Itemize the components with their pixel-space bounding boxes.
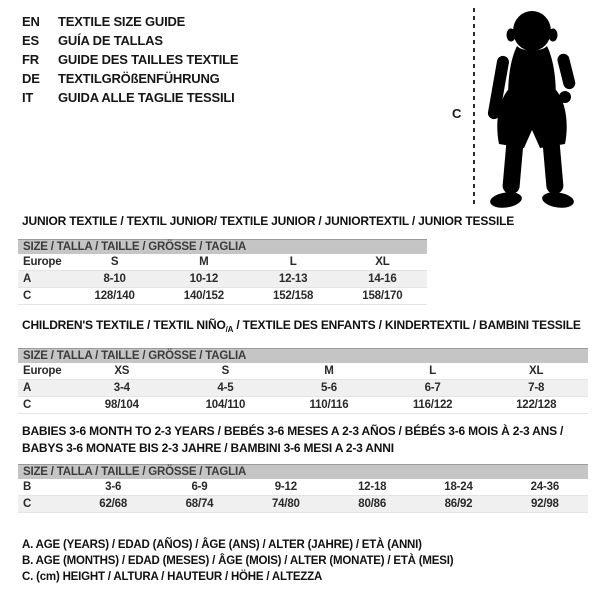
age-value: 12-18 [357, 481, 387, 493]
title-part: / TEXTILE DES ENFANTS / KINDERTEXTIL / BAMBINI TESSILE [233, 318, 581, 332]
row-label: A [23, 273, 32, 285]
height-label-c: C [452, 106, 462, 121]
table-row-europe [18, 363, 588, 380]
height-value: 128/140 [94, 290, 135, 302]
height-value: 110/116 [309, 399, 349, 411]
row-label: A [23, 382, 32, 394]
age-value: 6-9 [191, 481, 208, 493]
size-value: S [110, 256, 119, 268]
height-value: 104/110 [205, 399, 246, 411]
junior-size-table [18, 239, 427, 305]
title-part: CHILDREN'S TEXTILE / TEXTIL NIÑO [22, 318, 226, 332]
row-label: Europe [23, 256, 62, 268]
language-code: EN [22, 14, 40, 29]
childrens-size-table [18, 348, 588, 414]
title-line-1: BABIES 3-6 MONTH TO 2-3 YEARS / BEBÉS 3-6 MESES A 2-3 AÑOS / BÉBÉS 3-6 MOIS À 2-3 ANS / [22, 424, 564, 438]
table-row-age [18, 271, 427, 288]
language-code: FR [22, 52, 39, 67]
table-row-height [18, 288, 427, 305]
height-value: 74/80 [271, 498, 300, 510]
title-line-2: BABYS 3-6 MONATE BIS 2-3 JAHRE / BAMBINI 3-6 MESI A 2-3 ANNI [22, 441, 394, 455]
language-label: GUIDA ALLE TAGLIE TESSILI [58, 90, 235, 105]
age-value: 8-10 [103, 273, 126, 285]
junior-section-title: JUNIOR TEXTILE / TEXTIL JUNIOR/ TEXTILE JUNIOR / JUNIORTEXTIL / JUNIOR TESSILE [22, 214, 515, 228]
height-value: 122/128 [516, 399, 557, 411]
table-row-age [18, 380, 588, 397]
table-row-age-months [18, 479, 588, 496]
age-value: 9-12 [274, 481, 297, 493]
note-age-years: A. AGE (YEARS) / EDAD (AÑOS) / ÂGE (ANS) / ALTER (JAHRE) / ETÀ (ANNI) [22, 539, 422, 551]
height-measure-dashed-line [473, 8, 475, 206]
height-value: 68/74 [185, 498, 214, 510]
baby-silhouette-icon [482, 4, 586, 212]
language-row-en [22, 12, 238, 31]
height-value: 86/92 [444, 498, 473, 510]
size-value: XS [114, 365, 130, 377]
language-row-de [22, 69, 238, 88]
height-value: 80/86 [358, 498, 387, 510]
language-code: ES [22, 33, 39, 48]
age-value: 18-24 [444, 481, 473, 493]
age-value: 6-7 [424, 382, 441, 394]
row-label: Europe [23, 365, 62, 377]
language-label: GUÍA DE TALLAS [58, 33, 163, 48]
age-value: 3-6 [105, 481, 122, 493]
age-value: 14-16 [368, 273, 397, 285]
babies-size-table [18, 464, 588, 513]
table-row-europe [18, 254, 427, 271]
height-value: 116/122 [412, 399, 453, 411]
age-value: 10-12 [189, 273, 219, 285]
row-label: C [23, 498, 32, 510]
height-value: 98/104 [104, 399, 139, 411]
language-row-es [22, 31, 238, 50]
note-height-cm: C. (cm) HEIGHT / ALTURA / HAUTEUR / HÖHE / ALTEZZA [22, 571, 323, 583]
babies-section-title [22, 423, 588, 457]
age-value: 3-4 [113, 382, 130, 394]
size-value: M [324, 365, 334, 377]
row-label: B [23, 481, 32, 493]
childrens-section-title [22, 317, 588, 338]
height-value: 62/68 [99, 498, 128, 510]
height-value: 158/170 [362, 290, 403, 302]
age-value: 5-6 [320, 382, 337, 394]
size-value: XL [529, 365, 544, 377]
language-row-it [22, 88, 238, 107]
language-label: GUIDE DES TAILLES TEXTILE [58, 52, 239, 67]
height-value: 140/152 [183, 290, 224, 302]
row-label: C [23, 290, 32, 302]
size-value: XL [375, 256, 390, 268]
size-header-band: SIZE / TALLA / TAILLE / GRÖSSE / TAGLIA [18, 464, 588, 479]
language-code: DE [22, 71, 40, 86]
table-row-height [18, 397, 588, 414]
height-value: 152/158 [273, 290, 314, 302]
size-header-band: SIZE / TALLA / TAILLE / GRÖSSE / TAGLIA [18, 348, 588, 363]
title-subscript: /A [225, 325, 234, 334]
size-header-band: SIZE / TALLA / TAILLE / GRÖSSE / TAGLIA [18, 239, 427, 254]
language-row-fr [22, 50, 238, 69]
language-label: TEXTILGRÖßENFÜHRUNG [58, 71, 220, 86]
height-value: 92/98 [530, 498, 559, 510]
age-value: 24-36 [530, 481, 560, 493]
age-value: 4-5 [217, 382, 234, 394]
size-value: S [221, 365, 230, 377]
age-value: 12-13 [278, 273, 308, 285]
language-list [22, 12, 238, 107]
age-value: 7-8 [528, 382, 545, 394]
size-value: M [199, 256, 209, 268]
note-age-months: B. AGE (MONTHS) / EDAD (MESES) / ÂGE (MOIS) / ALTER (MONATE) / ETÀ (MESI) [22, 555, 454, 567]
row-label: C [23, 399, 32, 411]
language-code: IT [22, 90, 34, 105]
legend-notes [22, 537, 453, 585]
language-label: TEXTILE SIZE GUIDE [58, 14, 186, 29]
table-row-height [18, 496, 588, 513]
size-value: L [429, 365, 436, 377]
size-value: L [289, 256, 297, 268]
